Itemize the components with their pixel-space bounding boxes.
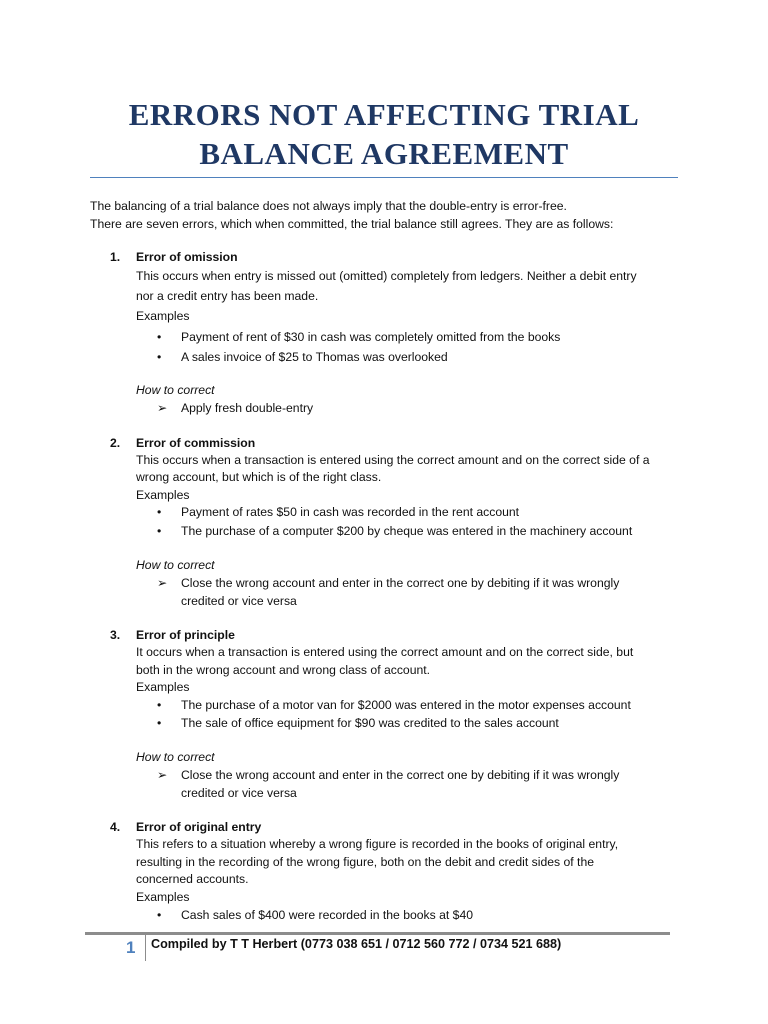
intro-line-1: The balancing of a trial balance does not always imply that the double-entry is error-free. [90, 199, 567, 213]
description-line: wrong account, but which is of the right class. [136, 470, 382, 484]
section-heading: Error of omission [136, 250, 238, 264]
title-line-1: ERRORS NOT AFFECTING TRIAL [128, 97, 640, 132]
bullet-icon: • [157, 716, 162, 730]
bullet-icon: • [157, 524, 162, 538]
description-line: This occurs when entry is missed out (omitted) completely from ledgers. Neither a debit entry [136, 269, 637, 283]
correction-line: credited or vice versa [181, 786, 297, 800]
description-line: concerned accounts. [136, 872, 249, 886]
examples-label: Examples [136, 488, 190, 502]
correction-line: Apply fresh double-entry [181, 401, 314, 415]
footer-separator [145, 935, 146, 961]
arrow-bullet-icon: ➢ [157, 768, 168, 782]
section-number: 4. [110, 820, 121, 834]
correction-line: credited or vice versa [181, 594, 297, 608]
correction-line: Close the wrong account and enter in the correct one by debiting if it was wrongly [181, 576, 620, 590]
description-line: This occurs when a transaction is entered using the correct amount and on the correct side of a [136, 453, 650, 467]
section-number: 1. [110, 250, 121, 264]
example-item: A sales invoice of $25 to Thomas was overlooked [181, 350, 448, 364]
document-title [90, 95, 678, 173]
example-item: The purchase of a motor van for $2000 was entered in the motor expenses account [181, 698, 631, 712]
how-to-correct-label: How to correct [136, 383, 215, 397]
examples-label: Examples [136, 680, 190, 694]
how-to-correct-label: How to correct [136, 558, 215, 572]
footer-credit: Compiled by T T Herbert (0773 038 651 / 0712 560 772 / 0734 521 688) [151, 937, 562, 951]
how-to-correct-label: How to correct [136, 750, 215, 764]
arrow-bullet-icon: ➢ [157, 401, 168, 415]
bullet-icon: • [157, 505, 162, 519]
correction-line: Close the wrong account and enter in the correct one by debiting if it was wrongly [181, 768, 620, 782]
examples-label: Examples [136, 890, 190, 904]
section-number: 2. [110, 436, 121, 450]
description-line: It occurs when a transaction is entered using the correct amount and on the correct side, but [136, 645, 634, 659]
example-item: Payment of rent of $30 in cash was completely omitted from the books [181, 330, 561, 344]
example-item: Payment of rates $50 in cash was recorded in the rent account [181, 505, 520, 519]
section-heading: Error of commission [136, 436, 256, 450]
description-line: This refers to a situation whereby a wrong figure is recorded in the books of original entry, [136, 837, 619, 851]
section-heading: Error of principle [136, 628, 235, 642]
bullet-icon: • [157, 350, 162, 364]
example-item: The sale of office equipment for $90 was credited to the sales account [181, 716, 559, 730]
section-heading: Error of original entry [136, 820, 262, 834]
title-divider [90, 177, 678, 178]
bullet-icon: • [157, 908, 162, 922]
description-line: both in the wrong account and wrong class of account. [136, 663, 431, 677]
arrow-bullet-icon: ➢ [157, 576, 168, 590]
description-line: resulting in the recording of the wrong figure, both on the debit and credit sides of the [136, 855, 594, 869]
bullet-icon: • [157, 330, 162, 344]
description-line: nor a credit entry has been made. [136, 289, 319, 303]
bullet-icon: • [157, 698, 162, 712]
intro-paragraph [90, 198, 690, 233]
section-number: 3. [110, 628, 121, 642]
title-line-2: BALANCE AGREEMENT [199, 136, 569, 171]
page-number: 1 [126, 938, 136, 957]
example-item: The purchase of a computer $200 by cheque was entered in the machinery account [181, 524, 633, 538]
example-item: Cash sales of $400 were recorded in the books at $40 [181, 908, 474, 922]
intro-line-2: There are seven errors, which when committed, the trial balance still agrees. They are as follows: [90, 216, 614, 231]
footer-divider [85, 932, 670, 935]
examples-label: Examples [136, 309, 190, 323]
